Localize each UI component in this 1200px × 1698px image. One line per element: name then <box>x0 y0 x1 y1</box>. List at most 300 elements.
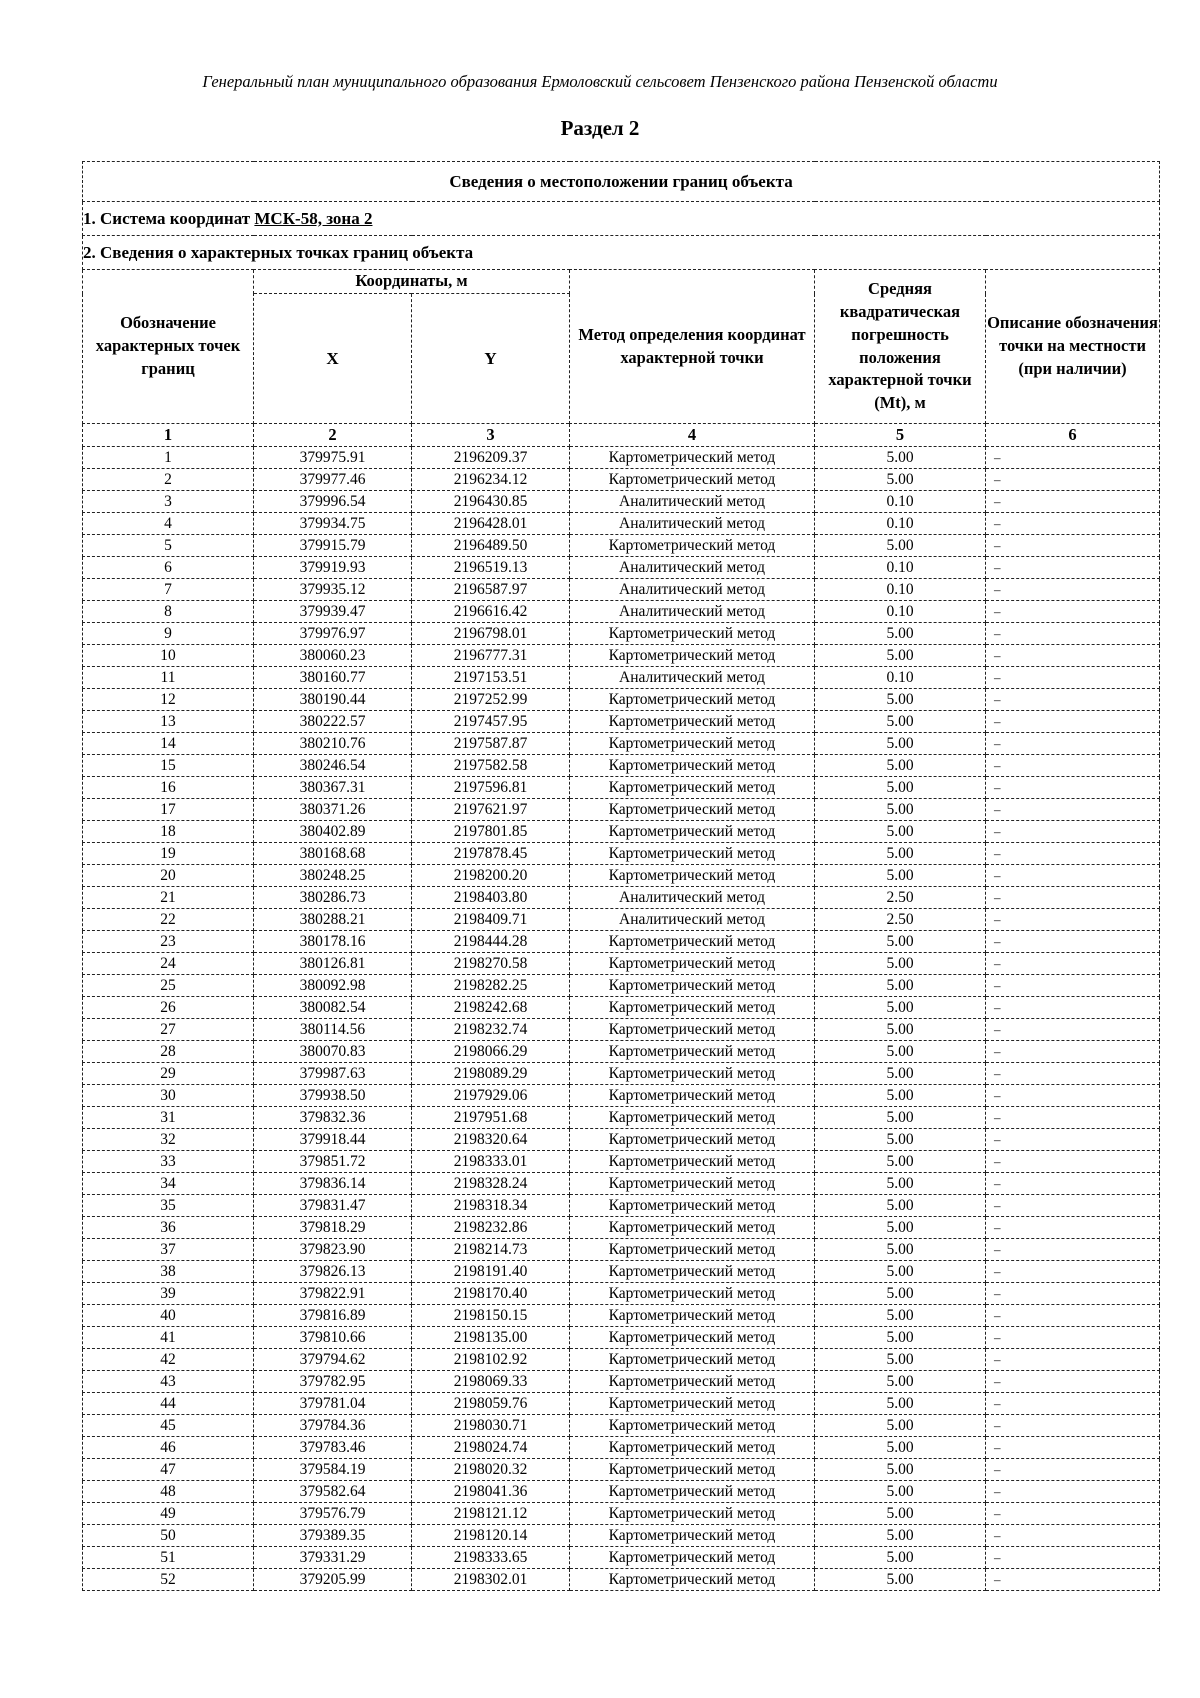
description: – <box>986 667 1160 689</box>
coord-y: 2197596.81 <box>412 777 570 799</box>
description: – <box>986 1063 1160 1085</box>
coord-y: 2197252.99 <box>412 689 570 711</box>
coord-x: 379919.93 <box>254 557 412 579</box>
table-row <box>83 865 1160 887</box>
method: Картометрический метод <box>570 1481 815 1503</box>
error-value: 5.00 <box>815 1261 986 1283</box>
coord-x: 380248.25 <box>254 865 412 887</box>
description: – <box>986 447 1160 469</box>
point-number: 47 <box>83 1459 254 1481</box>
coord-x: 379810.66 <box>254 1327 412 1349</box>
boundary-points-table <box>82 161 1160 1591</box>
method: Аналитический метод <box>570 601 815 623</box>
method: Картометрический метод <box>570 1415 815 1437</box>
method: Аналитический метод <box>570 513 815 535</box>
table-row <box>83 843 1160 865</box>
table-row <box>83 909 1160 931</box>
error-value: 5.00 <box>815 1349 986 1371</box>
method: Картометрический метод <box>570 843 815 865</box>
error-value: 5.00 <box>815 1393 986 1415</box>
description: – <box>986 931 1160 953</box>
description: – <box>986 557 1160 579</box>
coord-y: 2197621.97 <box>412 799 570 821</box>
description: – <box>986 623 1160 645</box>
error-value: 5.00 <box>815 755 986 777</box>
error-value: 5.00 <box>815 469 986 491</box>
description: – <box>986 1107 1160 1129</box>
coord-x: 379782.95 <box>254 1371 412 1393</box>
coord-x: 379918.44 <box>254 1129 412 1151</box>
table-row <box>83 1547 1160 1569</box>
coord-x: 379935.12 <box>254 579 412 601</box>
table-row <box>83 887 1160 909</box>
description: – <box>986 579 1160 601</box>
description: – <box>986 491 1160 513</box>
error-value: 5.00 <box>815 1569 986 1591</box>
point-number: 11 <box>83 667 254 689</box>
method: Картометрический метод <box>570 931 815 953</box>
coord-y: 2198242.68 <box>412 997 570 1019</box>
col-header-description: Описание обозначения точки на местности (при наличии) <box>986 270 1160 424</box>
point-number: 52 <box>83 1569 254 1591</box>
coord-y: 2198200.20 <box>412 865 570 887</box>
table-row <box>83 1041 1160 1063</box>
coord-x: 379205.99 <box>254 1569 412 1591</box>
col-header-designation: Обозначение характерных точек границ <box>83 270 254 424</box>
coord-y: 2198232.86 <box>412 1217 570 1239</box>
error-value: 5.00 <box>815 1305 986 1327</box>
error-value: 5.00 <box>815 1173 986 1195</box>
method: Картометрический метод <box>570 1239 815 1261</box>
point-number: 15 <box>83 755 254 777</box>
coord-y: 2198069.33 <box>412 1371 570 1393</box>
coord-x: 379987.63 <box>254 1063 412 1085</box>
table-row <box>83 931 1160 953</box>
table-row <box>83 1151 1160 1173</box>
table-row <box>83 667 1160 689</box>
description: – <box>986 887 1160 909</box>
coord-x: 380178.16 <box>254 931 412 953</box>
coord-y: 2197587.87 <box>412 733 570 755</box>
table-row <box>83 1217 1160 1239</box>
point-number: 30 <box>83 1085 254 1107</box>
table-row <box>83 953 1160 975</box>
method: Картометрический метод <box>570 1525 815 1547</box>
error-value: 5.00 <box>815 1503 986 1525</box>
coord-x: 379851.72 <box>254 1151 412 1173</box>
coord-x: 380190.44 <box>254 689 412 711</box>
description: – <box>986 1195 1160 1217</box>
method: Картометрический метод <box>570 1437 815 1459</box>
method: Аналитический метод <box>570 667 815 689</box>
point-number: 39 <box>83 1283 254 1305</box>
coord-x: 379783.46 <box>254 1437 412 1459</box>
coord-y: 2198444.28 <box>412 931 570 953</box>
coord-x: 379826.13 <box>254 1261 412 1283</box>
coord-x: 379784.36 <box>254 1415 412 1437</box>
coord-y: 2198120.14 <box>412 1525 570 1547</box>
coord-y: 2198403.80 <box>412 887 570 909</box>
coord-y: 2198320.64 <box>412 1129 570 1151</box>
point-number: 12 <box>83 689 254 711</box>
description: – <box>986 821 1160 843</box>
point-number: 8 <box>83 601 254 623</box>
col-header-error: Средняя квадратическая погрешность положения характерной точки (Mt), м <box>815 270 986 424</box>
column-number: 6 <box>986 424 1160 447</box>
description: – <box>986 1437 1160 1459</box>
method: Аналитический метод <box>570 887 815 909</box>
point-number: 14 <box>83 733 254 755</box>
table-row <box>83 975 1160 997</box>
method: Картометрический метод <box>570 975 815 997</box>
table-row <box>83 1459 1160 1481</box>
description: – <box>986 777 1160 799</box>
table-row <box>83 1349 1160 1371</box>
coord-y: 2197153.51 <box>412 667 570 689</box>
table-title: Сведения о местоположении границ объекта <box>83 162 1160 202</box>
coord-x: 380060.23 <box>254 645 412 667</box>
error-value: 5.00 <box>815 1041 986 1063</box>
method: Картометрический метод <box>570 1173 815 1195</box>
point-number: 34 <box>83 1173 254 1195</box>
method: Картометрический метод <box>570 1085 815 1107</box>
coord-x: 379832.36 <box>254 1107 412 1129</box>
table-row <box>83 799 1160 821</box>
method: Аналитический метод <box>570 557 815 579</box>
coord-y: 2198150.15 <box>412 1305 570 1327</box>
error-value: 0.10 <box>815 513 986 535</box>
error-value: 0.10 <box>815 557 986 579</box>
section-title: Раздел 2 <box>560 116 640 140</box>
coord-x: 379818.29 <box>254 1217 412 1239</box>
method: Картометрический метод <box>570 1063 815 1085</box>
error-value: 0.10 <box>815 579 986 601</box>
coord-x: 379934.75 <box>254 513 412 535</box>
table-row <box>83 557 1160 579</box>
table-row <box>83 1195 1160 1217</box>
description: – <box>986 1459 1160 1481</box>
point-number: 5 <box>83 535 254 557</box>
column-numbers-row <box>83 424 1160 447</box>
coord-system-row <box>83 202 1160 236</box>
error-value: 5.00 <box>815 733 986 755</box>
column-number: 2 <box>254 424 412 447</box>
method: Картометрический метод <box>570 711 815 733</box>
coord-y: 2198020.32 <box>412 1459 570 1481</box>
coord-y: 2198024.74 <box>412 1437 570 1459</box>
description: – <box>986 1349 1160 1371</box>
table-row <box>83 469 1160 491</box>
method: Картометрический метод <box>570 1019 815 1041</box>
error-value: 5.00 <box>815 447 986 469</box>
table-row <box>83 821 1160 843</box>
coord-x: 379836.14 <box>254 1173 412 1195</box>
col-header-y: Y <box>412 294 570 424</box>
table-row <box>83 1569 1160 1591</box>
error-value: 5.00 <box>815 1283 986 1305</box>
coord-x: 380126.81 <box>254 953 412 975</box>
point-number: 7 <box>83 579 254 601</box>
table-row <box>83 601 1160 623</box>
coord-y: 2196777.31 <box>412 645 570 667</box>
error-value: 5.00 <box>815 931 986 953</box>
coord-y: 2198318.34 <box>412 1195 570 1217</box>
point-number: 50 <box>83 1525 254 1547</box>
coord-x: 379996.54 <box>254 491 412 513</box>
coord-x: 379781.04 <box>254 1393 412 1415</box>
error-value: 5.00 <box>815 953 986 975</box>
description: – <box>986 755 1160 777</box>
error-value: 5.00 <box>815 843 986 865</box>
error-value: 0.10 <box>815 667 986 689</box>
col-header-coordinates: Координаты, м <box>254 270 570 294</box>
point-number: 2 <box>83 469 254 491</box>
description: – <box>986 1217 1160 1239</box>
point-number: 42 <box>83 1349 254 1371</box>
method: Картометрический метод <box>570 1327 815 1349</box>
coord-y: 2198170.40 <box>412 1283 570 1305</box>
method: Картометрический метод <box>570 799 815 821</box>
coord-y: 2198121.12 <box>412 1503 570 1525</box>
table-row <box>83 1019 1160 1041</box>
coord-x: 380288.21 <box>254 909 412 931</box>
description: – <box>986 1547 1160 1569</box>
coord-y: 2198059.76 <box>412 1393 570 1415</box>
coord-x: 379915.79 <box>254 535 412 557</box>
table-row <box>83 1393 1160 1415</box>
table-row <box>83 1503 1160 1525</box>
coord-y: 2198066.29 <box>412 1041 570 1063</box>
point-number: 26 <box>83 997 254 1019</box>
point-number: 27 <box>83 1019 254 1041</box>
description: – <box>986 645 1160 667</box>
method: Картометрический метод <box>570 1151 815 1173</box>
method: Картометрический метод <box>570 1459 815 1481</box>
point-number: 44 <box>83 1393 254 1415</box>
method: Картометрический метод <box>570 1393 815 1415</box>
column-number: 1 <box>83 424 254 447</box>
error-value: 5.00 <box>815 1481 986 1503</box>
method: Картометрический метод <box>570 755 815 777</box>
coord-x: 380168.68 <box>254 843 412 865</box>
error-value: 5.00 <box>815 645 986 667</box>
point-number: 21 <box>83 887 254 909</box>
coord-x: 380092.98 <box>254 975 412 997</box>
point-number: 1 <box>83 447 254 469</box>
method: Картометрический метод <box>570 1283 815 1305</box>
coord-x: 379939.47 <box>254 601 412 623</box>
coord-y: 2198232.74 <box>412 1019 570 1041</box>
method: Картометрический метод <box>570 447 815 469</box>
description: – <box>986 513 1160 535</box>
description: – <box>986 953 1160 975</box>
error-value: 5.00 <box>815 1525 986 1547</box>
description: – <box>986 1415 1160 1437</box>
coord-x: 379794.62 <box>254 1349 412 1371</box>
column-number: 3 <box>412 424 570 447</box>
error-value: 5.00 <box>815 1415 986 1437</box>
description: – <box>986 1019 1160 1041</box>
coord-y: 2196428.01 <box>412 513 570 535</box>
table-row <box>83 689 1160 711</box>
error-value: 5.00 <box>815 1107 986 1129</box>
coord-x: 380371.26 <box>254 799 412 821</box>
coord-y: 2196430.85 <box>412 491 570 513</box>
coord-x: 379816.89 <box>254 1305 412 1327</box>
coord-y: 2198333.01 <box>412 1151 570 1173</box>
description: – <box>986 1569 1160 1591</box>
error-value: 5.00 <box>815 1371 986 1393</box>
point-number: 45 <box>83 1415 254 1437</box>
coord-y: 2196209.37 <box>412 447 570 469</box>
method: Картометрический метод <box>570 689 815 711</box>
method: Картометрический метод <box>570 645 815 667</box>
method: Картометрический метод <box>570 1195 815 1217</box>
method: Картометрический метод <box>570 1349 815 1371</box>
error-value: 5.00 <box>815 1459 986 1481</box>
col-header-method: Метод определения координат характерной точки <box>570 270 815 424</box>
error-value: 5.00 <box>815 997 986 1019</box>
table-row <box>83 733 1160 755</box>
method: Аналитический метод <box>570 909 815 931</box>
document-header: Генеральный план муниципального образования Ермоловский сельсовет Пензенского района Пензенской области <box>202 72 998 91</box>
point-number: 43 <box>83 1371 254 1393</box>
description: – <box>986 865 1160 887</box>
coord-y: 2196489.50 <box>412 535 570 557</box>
point-number: 24 <box>83 953 254 975</box>
point-number: 51 <box>83 1547 254 1569</box>
coord-x: 380402.89 <box>254 821 412 843</box>
method: Картометрический метод <box>570 1107 815 1129</box>
description: – <box>986 843 1160 865</box>
description: – <box>986 1151 1160 1173</box>
method: Картометрический метод <box>570 997 815 1019</box>
coord-y: 2196616.42 <box>412 601 570 623</box>
table-row <box>83 755 1160 777</box>
point-number: 20 <box>83 865 254 887</box>
method: Картометрический метод <box>570 1305 815 1327</box>
table-row <box>83 1129 1160 1151</box>
coord-system-value: МСК-58, зона 2 <box>254 208 373 228</box>
table-row <box>83 711 1160 733</box>
coord-x: 380286.73 <box>254 887 412 909</box>
coord-y: 2196519.13 <box>412 557 570 579</box>
method: Картометрический метод <box>570 865 815 887</box>
coord-y: 2196798.01 <box>412 623 570 645</box>
table-row <box>83 997 1160 1019</box>
coord-x: 379389.35 <box>254 1525 412 1547</box>
error-value: 5.00 <box>815 623 986 645</box>
description: – <box>986 1481 1160 1503</box>
coord-y: 2198030.71 <box>412 1415 570 1437</box>
coord-y: 2197582.58 <box>412 755 570 777</box>
coord-y: 2198282.25 <box>412 975 570 997</box>
description: – <box>986 1327 1160 1349</box>
coord-x: 379822.91 <box>254 1283 412 1305</box>
error-value: 5.00 <box>815 1129 986 1151</box>
point-number: 35 <box>83 1195 254 1217</box>
error-value: 5.00 <box>815 535 986 557</box>
point-number: 13 <box>83 711 254 733</box>
coord-x: 380367.31 <box>254 777 412 799</box>
point-number: 36 <box>83 1217 254 1239</box>
coord-y: 2198333.65 <box>412 1547 570 1569</box>
coord-y: 2198191.40 <box>412 1261 570 1283</box>
coord-x: 379584.19 <box>254 1459 412 1481</box>
table-row <box>83 1063 1160 1085</box>
point-number: 3 <box>83 491 254 513</box>
column-number: 5 <box>815 424 986 447</box>
coord-x: 380160.77 <box>254 667 412 689</box>
error-value: 0.10 <box>815 491 986 513</box>
description: – <box>986 601 1160 623</box>
error-value: 5.00 <box>815 1151 986 1173</box>
description: – <box>986 469 1160 491</box>
coord-y: 2197878.45 <box>412 843 570 865</box>
description: – <box>986 799 1160 821</box>
description: – <box>986 997 1160 1019</box>
coord-y: 2198214.73 <box>412 1239 570 1261</box>
table-row <box>83 1305 1160 1327</box>
method: Картометрический метод <box>570 1217 815 1239</box>
point-number: 19 <box>83 843 254 865</box>
method: Картометрический метод <box>570 777 815 799</box>
point-number: 40 <box>83 1305 254 1327</box>
error-value: 2.50 <box>815 887 986 909</box>
description: – <box>986 1085 1160 1107</box>
coord-x: 379576.79 <box>254 1503 412 1525</box>
description: – <box>986 689 1160 711</box>
method: Картометрический метод <box>570 535 815 557</box>
table-row <box>83 623 1160 645</box>
error-value: 5.00 <box>815 1217 986 1239</box>
method: Картометрический метод <box>570 1503 815 1525</box>
coord-x: 379582.64 <box>254 1481 412 1503</box>
method: Картометрический метод <box>570 1129 815 1151</box>
method: Картометрический метод <box>570 953 815 975</box>
table-row <box>83 1085 1160 1107</box>
point-number: 41 <box>83 1327 254 1349</box>
description: – <box>986 1371 1160 1393</box>
point-number: 32 <box>83 1129 254 1151</box>
coord-x: 379975.91 <box>254 447 412 469</box>
coord-y: 2198302.01 <box>412 1569 570 1591</box>
table-row <box>83 1173 1160 1195</box>
method: Картометрический метод <box>570 1041 815 1063</box>
table-row <box>83 1525 1160 1547</box>
table-row <box>83 1327 1160 1349</box>
error-value: 5.00 <box>815 865 986 887</box>
point-number: 25 <box>83 975 254 997</box>
table-row <box>83 491 1160 513</box>
coord-y: 2196587.97 <box>412 579 570 601</box>
description: – <box>986 1239 1160 1261</box>
description: – <box>986 535 1160 557</box>
error-value: 5.00 <box>815 1063 986 1085</box>
description: – <box>986 711 1160 733</box>
coord-y: 2198041.36 <box>412 1481 570 1503</box>
table-row <box>83 1437 1160 1459</box>
point-number: 4 <box>83 513 254 535</box>
coord-y: 2198135.00 <box>412 1327 570 1349</box>
method: Картометрический метод <box>570 1569 815 1591</box>
point-number: 33 <box>83 1151 254 1173</box>
table-row <box>83 447 1160 469</box>
table-row <box>83 535 1160 557</box>
description: – <box>986 975 1160 997</box>
table-row <box>83 513 1160 535</box>
coord-y: 2198102.92 <box>412 1349 570 1371</box>
